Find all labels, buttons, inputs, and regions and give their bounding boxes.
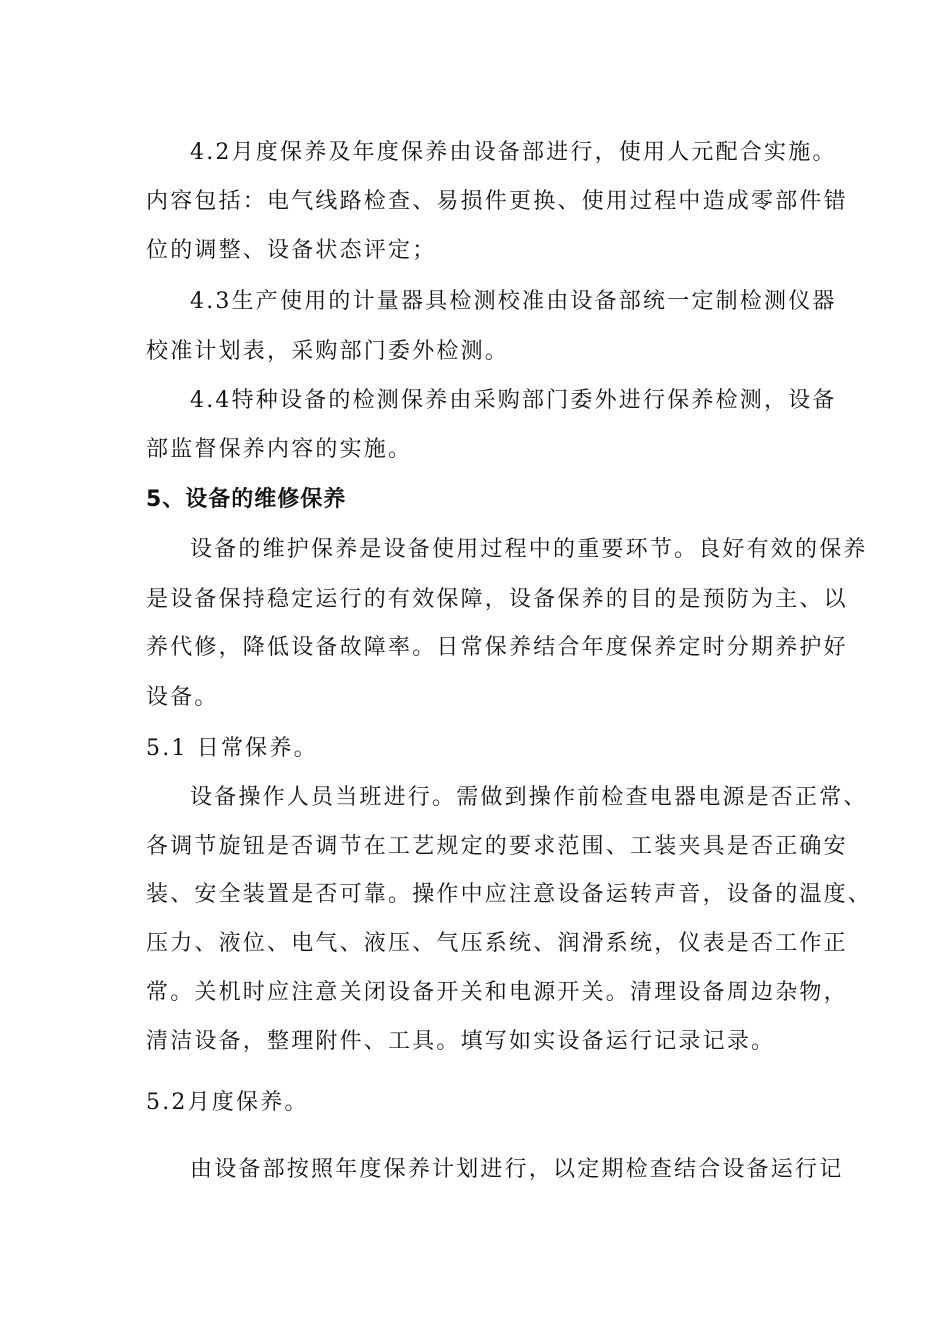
section-5-intro-line-1: 设备的维护保养是设备使用过程中的重要环节。良好有效的保养 [190,537,868,562]
section-5-intro-line-4: 设备。 [146,685,219,710]
paragraph-5-1-line-1: 设备操作人员当班进行。需做到操作前检查电器电源是否正常、 [190,785,868,810]
subsection-5-1-title: 5.1 日常保养。 [146,736,318,761]
section-5-heading: 5、设备的维修保养 [146,487,347,512]
paragraph-5-1-line-2: 各调节旋钮是否调节在工艺规定的要求范围、工装夹具是否正确安 [146,834,848,859]
paragraph-4-2-line-1: 4.2月度保养及年度保养由设备部进行，使用人元配合实施。 [190,140,837,165]
paragraph-4-2-line-2: 内容包括：电气线路检查、易损件更换、使用过程中造成零部件错 [146,189,848,214]
paragraph-5-1-line-5: 常。关机时应注意关闭设备开关和电源开关。清理设备周边杂物， [146,980,848,1005]
paragraph-4-3-line-1: 4.3生产使用的计量器具检测校准由设备部统一定制检测仪器 [190,289,837,314]
paragraph-4-4-line-2: 部监督保养内容的实施。 [146,437,413,462]
paragraph-5-2-line-1: 由设备部按照年度保养计划进行，以定期检查结合设备运行记 [190,1157,844,1182]
paragraph-4-4-line-1: 4.4特种设备的检测保养由采购部门委外进行保养检测，设备 [190,388,837,413]
paragraph-4-3-line-2: 校准计划表，采购部门委外检测。 [146,339,510,364]
paragraph-5-1-line-3: 装、安全装置是否可靠。操作中应注意设备运转声音，设备的温度、 [146,882,873,907]
section-5-intro-line-2: 是设备保持稳定运行的有效保障，设备保养的目的是预防为主、以 [146,587,848,612]
paragraph-5-1-line-6: 清洁设备，整理附件、工具。填写如实设备运行记录记录。 [146,1029,776,1054]
paragraph-5-1-line-4: 压力、液位、电气、液压、气压系统、润滑系统，仪表是否工作正 [146,931,848,956]
subsection-5-2-title: 5.2月度保养。 [146,1090,309,1115]
paragraph-4-2-line-3: 位的调整、设备状态评定； [146,238,437,263]
section-5-intro-line-3: 养代修，降低设备故障率。日常保养结合年度保养定时分期养护好 [146,635,848,660]
